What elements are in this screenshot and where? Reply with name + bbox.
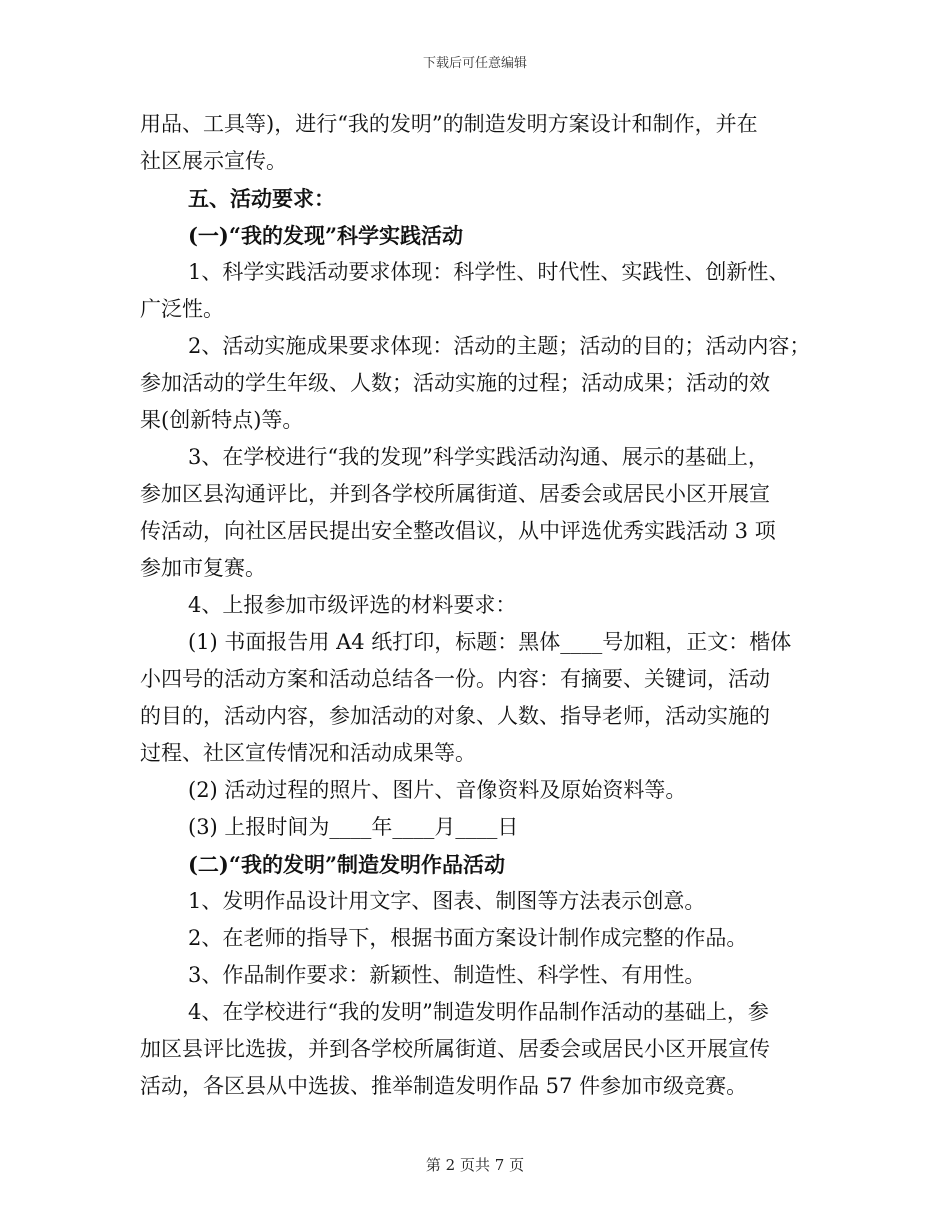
paragraph [140, 328, 820, 439]
paragraph [140, 106, 820, 180]
text-line: (一)“我的发现”科学实践活动 [188, 223, 464, 248]
text-line: 参加市复赛。 [140, 556, 266, 580]
paragraph [140, 920, 820, 957]
text-line: 传活动，向社区居民提出安全整改倡议，从中评选优秀实践活动 3 项 [140, 519, 776, 543]
text-line: 五、活动要求： [188, 186, 335, 211]
text-line: 1、科学实践活动要求体现：科学性、时代性、实践性、创新性、 [188, 260, 790, 284]
text-line: 2、活动实施成果要求体现：活动的主题；活动的目的；活动内容； [188, 334, 811, 358]
text-line: 小四号的活动方案和活动总结各一份。内容：有摘要、关键词，活动 [140, 667, 770, 691]
section-heading [140, 846, 820, 883]
section-heading [140, 217, 820, 254]
section-heading [140, 180, 820, 217]
text-line: 用品、工具等)，进行“我的发明”的制造发明方案设计和制作，并在 [140, 112, 758, 136]
paragraph [140, 624, 820, 772]
text-line: 参加活动的学生年级、人数；活动实施的过程；活动成果；活动的效 [140, 371, 770, 395]
paragraph [140, 994, 820, 1105]
text-line: 广泛性。 [140, 297, 224, 321]
text-line: (2) 活动过程的照片、图片、音像资料及原始资料等。 [188, 778, 687, 802]
text-line: 1、发明作品设计用文字、图表、制图等方法表示创意。 [188, 889, 706, 913]
text-line: 社区展示宣传。 [140, 149, 287, 173]
text-line: 3、作品制作要求：新颖性、制造性、科学性、有用性。 [188, 963, 706, 987]
text-line: (二)“我的发明”制造发明作品活动 [188, 852, 506, 877]
page-footer: 第 2 页共 7 页 [425, 1156, 525, 1174]
text-line: 的目的，活动内容，参加活动的对象、人数、指导老师，活动实施的 [140, 704, 770, 728]
text-line: 参加区县沟通评比，并到各学校所属街道、居委会或居民小区开展宣 [140, 482, 770, 506]
text-line: 4、上报参加市级评选的材料要求： [188, 593, 517, 617]
text-line: (1) 书面报告用 A4 纸打印，标题：黑体____号加粗，正文：楷体 [188, 630, 792, 654]
paragraph [140, 772, 820, 809]
text-line: 活动，各区县从中选拔、推举制造发明作品 57 件参加市级竞赛。 [140, 1074, 748, 1098]
paragraph [140, 254, 820, 328]
text-line: 加区县评比选拔，并到各学校所属街道、居委会或居民小区开展宣传 [140, 1037, 770, 1061]
page-header: 下载后可任意编辑 [422, 56, 527, 71]
paragraph [140, 883, 820, 920]
paragraph [140, 809, 820, 846]
text-line: 果(创新特点)等。 [140, 408, 304, 432]
paragraph [140, 439, 820, 587]
paragraph [140, 957, 820, 994]
text-line: (3) 上报时间为____年____月____日 [188, 815, 519, 839]
text-line: 3、在学校进行“我的发现”科学实践活动沟通、展示的基础上， [188, 445, 769, 469]
document-body [140, 106, 820, 1105]
text-line: 2、在老师的指导下，根据书面方案设计制作成完整的作品。 [188, 926, 748, 950]
paragraph [140, 587, 820, 624]
text-line: 过程、社区宣传情况和活动成果等。 [140, 741, 476, 765]
text-line: 4、在学校进行“我的发明”制造发明作品制作活动的基础上，参 [188, 1000, 769, 1024]
